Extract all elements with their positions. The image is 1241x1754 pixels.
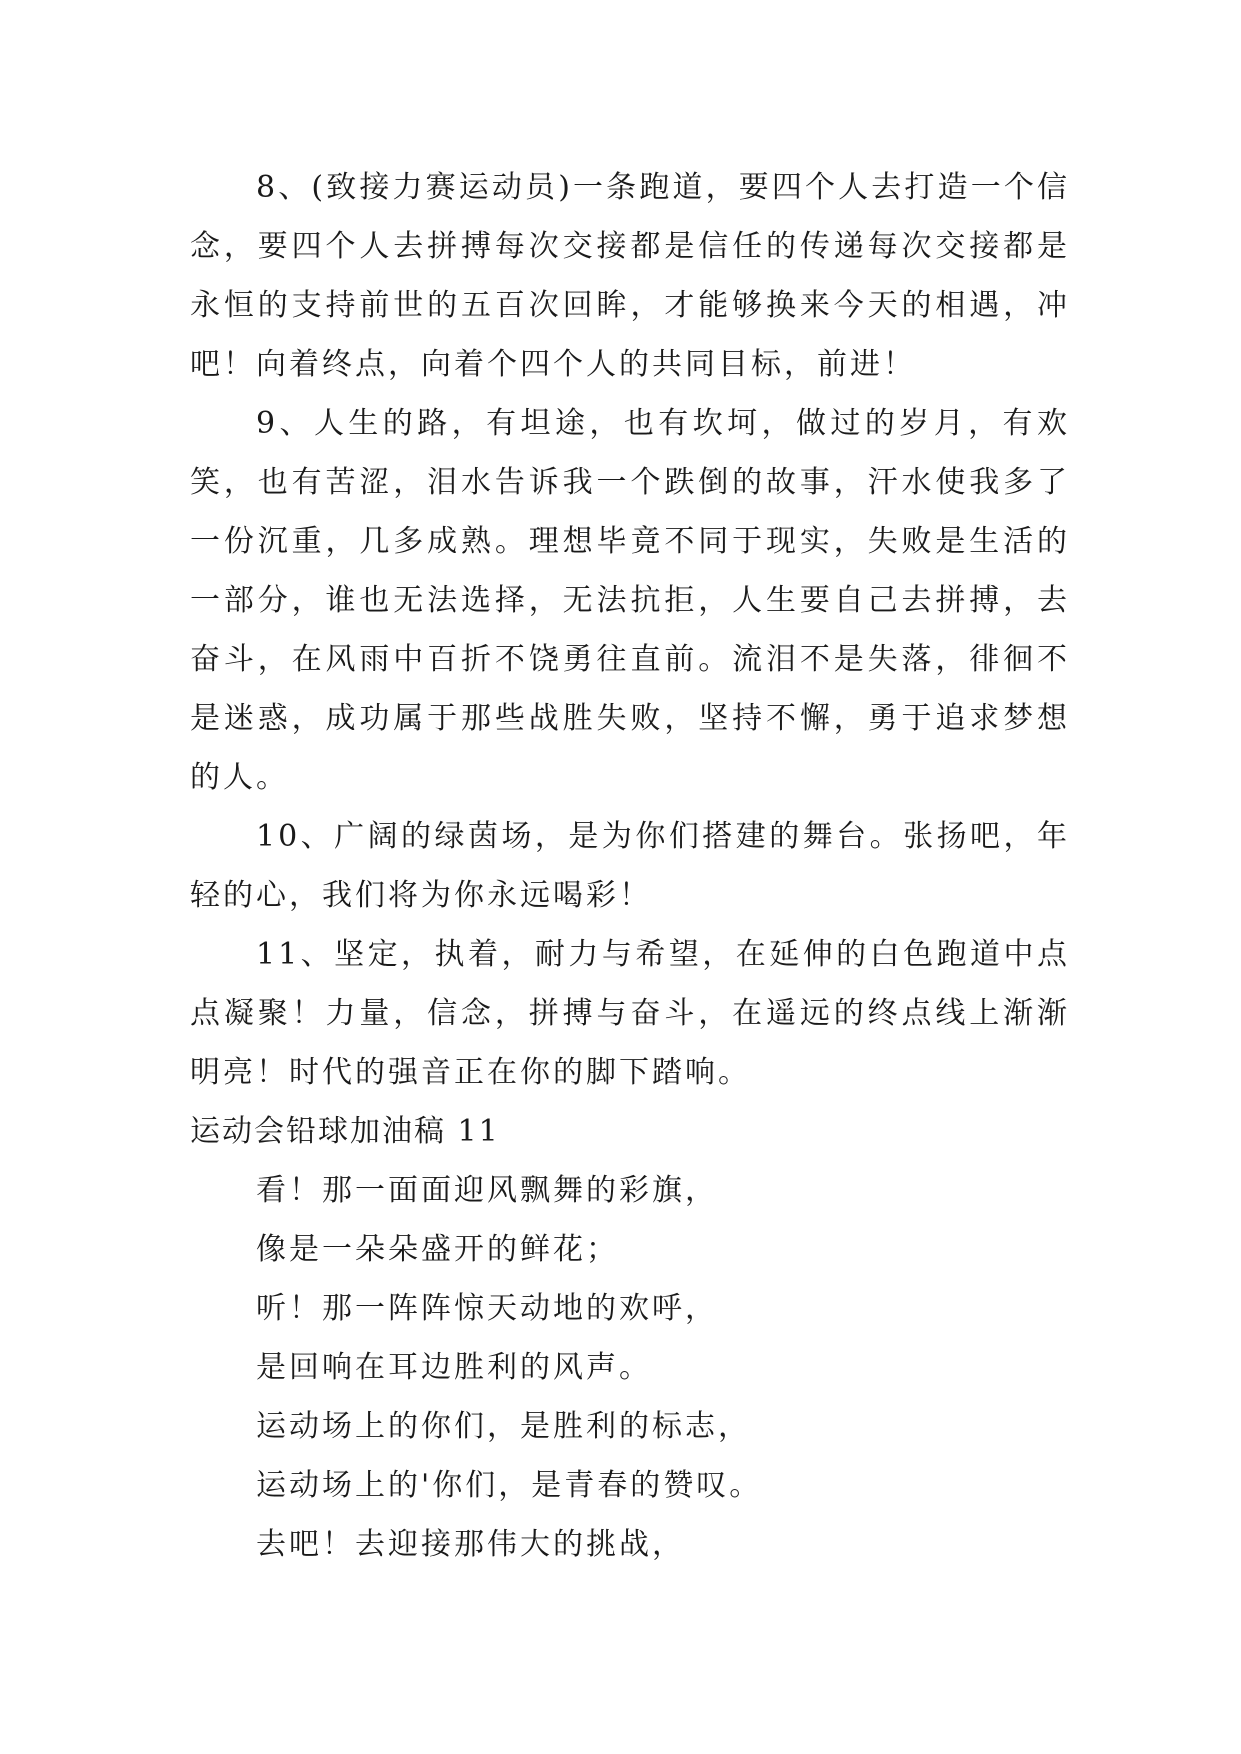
poem-line: 看！那一面面迎风飘舞的彩旗， [256,1173,718,1208]
poem-line: 运动场上的'你们，是青春的赞叹。 [256,1468,763,1503]
poem-line: 运动场上的你们，是胜利的标志， [256,1409,751,1444]
poem-line: 是回响在耳边胜利的风声。 [256,1350,652,1385]
paragraph-10: 10、广阔的绿茵场，是为你们搭建的舞台。张扬吧，年轻的心，我们将为你永远喝彩！ [190,819,1070,913]
paragraph-8: 8、(致接力赛运动员)一条跑道，要四个人去打造一个信念，要四个人去拼搏每次交接都是信任的传递每次交接都是永恒的支持前世的五百次回眸，才能够换来今天的相遇，冲吧！向着终点，向着个四个人的共同目标，前进！ [190,170,1070,382]
paragraph-9: 9、人生的路，有坦途，也有坎坷，做过的岁月，有欢笑，也有苦涩，泪水告诉我一个跌倒的故事，汗水使我多了一份沉重，几多成熟。理想毕竟不同于现实，失败是生活的一部分，谁也无法选择，无法抗拒，人生要自己去拼搏，去奋斗，在风雨中百折不饶勇往直前。流泪不是失落，徘徊不是迷惑，成功属于那些战胜失败，坚持不懈，勇于追求梦想的人。 [190,406,1070,795]
poem-line: 听！那一阵阵惊天动地的欢呼， [256,1291,718,1326]
document-body [190,158,1070,1574]
section-heading: 运动会铅球加油稿 11 [190,1114,500,1149]
paragraph-11: 11、坚定，执着，耐力与希望，在延伸的白色跑道中点点凝聚！力量，信念，拼搏与奋斗，在遥远的终点线上渐渐明亮！时代的强音正在你的脚下踏响。 [190,937,1070,1090]
poem-line: 去吧！去迎接那伟大的挑战， [256,1527,685,1562]
poem-line: 像是一朵朵盛开的鲜花； [256,1232,619,1267]
